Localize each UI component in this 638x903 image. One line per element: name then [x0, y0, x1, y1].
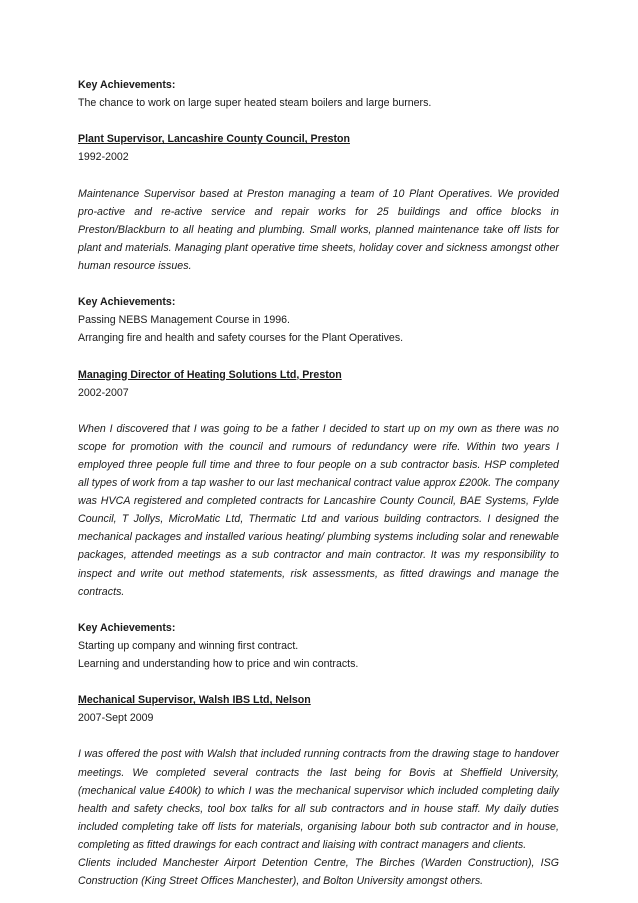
- job-dates: 1992-2002: [78, 151, 129, 164]
- spacer: [78, 112, 559, 130]
- key-achievements-title: Key Achievements:: [78, 79, 176, 91]
- spacer: [78, 347, 559, 365]
- achievement-item: Starting up company and winning first contract.: [78, 639, 299, 652]
- job-description: I was offered the post with Walsh that included running contracts from the drawing stage to handover meetings. We completed several contracts the last being for Bovis at Sheffield University, (mechanical value £400k) to which I was the mechanical supervisor which included completing daily health and safety checks, tool box talks for all sub contractors and in house staff. My daily duties included completing take off lists for materials, organising labour both sub contractor and in house, completing as fitted drawings for each contract and liaising with contract managers and clients.: [78, 748, 559, 851]
- spacer: [78, 727, 559, 745]
- achievement-item: Learning and understanding how to price and win contracts.: [78, 658, 359, 670]
- achievement-item: Passing NEBS Management Course in 1996.: [78, 314, 290, 327]
- key-achievements-title: Key Achievements:: [78, 296, 176, 309]
- spacer: [78, 402, 559, 420]
- job-description: Maintenance Supervisor based at Preston managing a team of 10 Plant Operatives. We provided pro-active and re-active service and repair works for 25 buildings and office blocks in Preston/Blackburn to all heating and plumbing. Small works, planned maintenance take off lists for plant and materials. Managing plant operative time sheets, holiday cover and sickness amongst other human resource issues.: [78, 187, 559, 272]
- cv-page: [78, 76, 559, 890]
- spacer: [78, 601, 559, 619]
- spacer: [78, 275, 559, 293]
- job-heading: Managing Director of Heating Solutions Ltd, Preston: [78, 368, 342, 381]
- job-description-clients: Clients included Manchester Airport Detention Centre, The Birches (Warden Construction), ISG Construction (King Street Offices Manchester), and Bolton University amongst others.: [78, 857, 559, 888]
- key-achievements-title: Key Achievements:: [78, 621, 176, 634]
- job-dates: 2002-2007: [78, 386, 129, 399]
- job-heading: Plant Supervisor, Lancashire County Council, Preston: [78, 133, 350, 146]
- job-description: When I discovered that I was going to be a father I decided to start up on my own as there was no scope for promotion with the council and rumours of redundancy were rife. Within two years I employed three people full time and three to four people on a sub contractor basis. HSP completed all types of work from a tap washer to our last mechanical contract value approx £200k. The company was HVCA registered and completed contracts for Lancashire County Council, BAE Systems, Fylde Council, T Jollys, MicroMatic Ltd, Thermatic Ltd and various building contractors. I designed the mechanical packages and installed various heating/ plumbing systems including solar and renewable packages, attended meetings as a sub contractor and main contractor. It was my responsibility to inspect and write out method statements, risk assessments, as fitted drawings and manage the contracts.: [78, 422, 559, 598]
- spacer: [78, 166, 559, 184]
- job-heading: Mechanical Supervisor, Walsh IBS Ltd, Nelson: [78, 694, 311, 707]
- job-dates: 2007-Sept 2009: [78, 712, 154, 725]
- achievement-item: Arranging fire and health and safety courses for the Plant Operatives.: [78, 332, 404, 345]
- spacer: [78, 673, 559, 691]
- achievement-item: The chance to work on large super heated steam boilers and large burners.: [78, 97, 432, 110]
